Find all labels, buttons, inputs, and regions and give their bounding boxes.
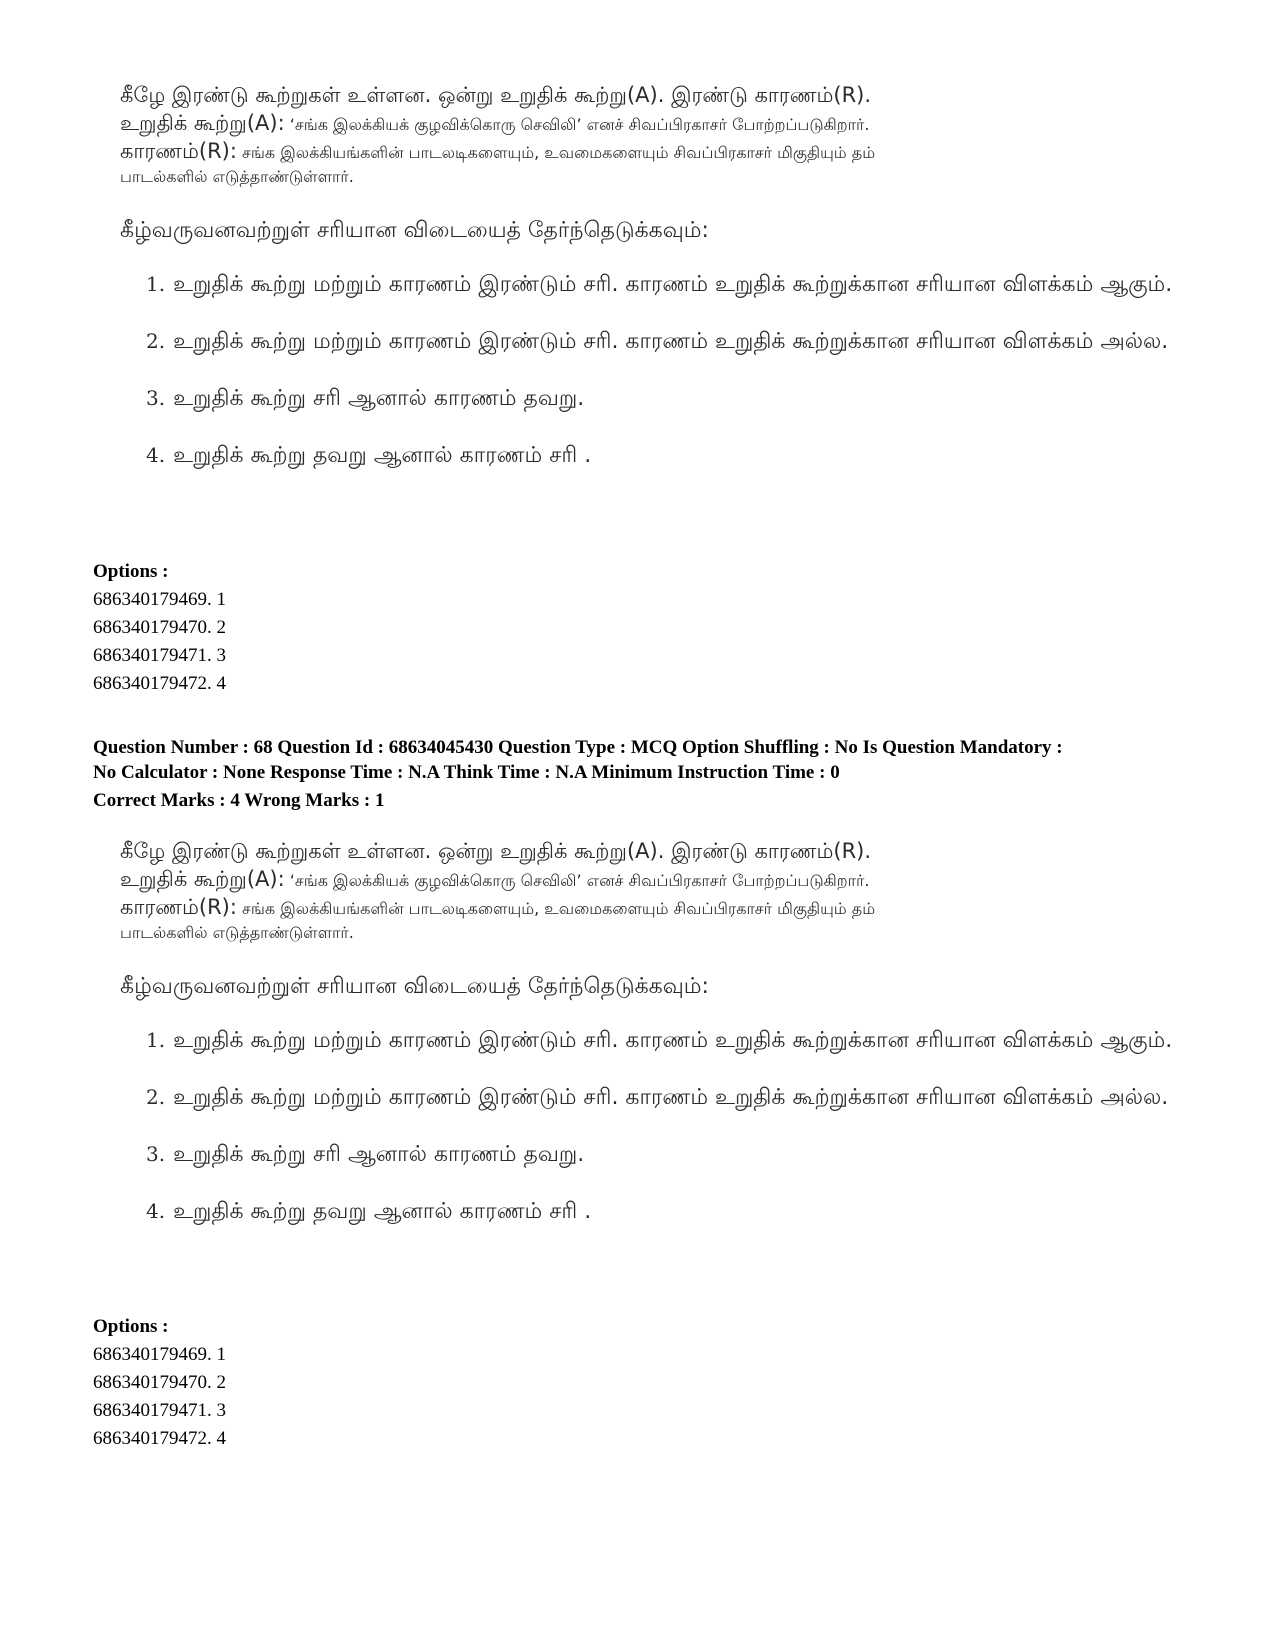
option-id-row: 686340179469. 1	[93, 1344, 226, 1365]
choice-text: உறுதிக் கூற்று மற்றும் காரணம் இரண்டும் சரி. காரணம் உறுதிக் கூற்றுக்கான சரியான விளக்கம் ஆகும்.	[173, 1028, 1173, 1053]
choice-item	[120, 1024, 1200, 1057]
meta-line-2: No Calculator : None Response Time : N.A Think Time : N.A Minimum Instruction Time : 0	[93, 762, 840, 783]
question-instruction: கீழ்வருவனவற்றுள் சரியான விடையைத் தேர்ந்தெடுக்கவும்:	[120, 218, 709, 243]
choice-number: 4.	[146, 1199, 166, 1223]
option-id-row: 686340179471. 3	[93, 1400, 226, 1421]
reason-line	[120, 894, 1200, 922]
choice-item	[120, 1081, 1200, 1114]
choice-number: 1.	[146, 1028, 166, 1052]
choice-number: 3.	[146, 1142, 166, 1166]
reason-text-cont: பாடல்களில் எடுத்தாண்டுள்ளார்.	[120, 167, 354, 186]
assertion-label: உறுதிக் கூற்று(A):	[120, 111, 285, 135]
choice-item	[120, 439, 1200, 472]
choice-number: 4.	[146, 443, 166, 467]
choice-item	[120, 268, 1200, 301]
choice-item	[120, 382, 1200, 415]
choice-text: உறுதிக் கூற்று தவறு ஆனால் காரணம் சரி .	[173, 1199, 592, 1224]
options-label: Options :	[93, 1316, 169, 1337]
choice-text: உறுதிக் கூற்று சரி ஆனால் காரணம் தவறு.	[173, 386, 585, 411]
choice-number: 1.	[146, 272, 166, 296]
question-image-1	[120, 80, 1200, 496]
assertion-text: ‘சங்க இலக்கியக் குழவிக்கொரு செவிலி’ எனச் சிவப்பிரகாசர் போற்றப்படுகிறார்.	[284, 871, 870, 890]
choice-number: 2.	[146, 1085, 166, 1109]
option-id-row: 686340179472. 4	[93, 1428, 226, 1449]
choice-list	[120, 268, 1200, 472]
question-instruction: கீழ்வருவனவற்றுள் சரியான விடையைத் தேர்ந்தெடுக்கவும்:	[120, 974, 709, 999]
choice-text: உறுதிக் கூற்று தவறு ஆனால் காரணம் சரி .	[173, 443, 592, 468]
option-id-row: 686340179470. 2	[93, 1372, 226, 1393]
question-image-2	[120, 836, 1200, 1252]
reason-text: சங்க இலக்கியங்களின் பாடலடிகளையும், உவமைகளையும் சிவப்பிரகாசர் மிகுதியும் தம்	[236, 899, 876, 918]
reason-label: காரணம்(R):	[120, 139, 237, 163]
question-intro: கீழே இரண்டு கூற்றுகள் உள்ளன. ஒன்று உறுதிக் கூற்று(A). இரண்டு காரணம்(R).	[120, 839, 872, 863]
option-id-row: 686340179471. 3	[93, 645, 226, 666]
options-block-1	[93, 558, 226, 698]
meta-line-1: Question Number : 68 Question Id : 68634045430 Question Type : MCQ Option Shuffling : No Is Question Mandatory :	[93, 737, 1063, 758]
assertion-label: உறுதிக் கூற்று(A):	[120, 867, 285, 891]
question-meta	[93, 735, 1193, 813]
choice-number: 2.	[146, 329, 166, 353]
choice-item	[120, 1195, 1200, 1228]
choice-list	[120, 1024, 1200, 1228]
assertion-line	[120, 866, 1200, 894]
reason-text: சங்க இலக்கியங்களின் பாடலடிகளையும், உவமைகளையும் சிவப்பிரகாசர் மிகுதியும் தம்	[236, 143, 876, 162]
choice-text: உறுதிக் கூற்று மற்றும் காரணம் இரண்டும் சரி. காரணம் உறுதிக் கூற்றுக்கான சரியான விளக்கம் அல்ல.	[173, 329, 1169, 354]
marks-line: Correct Marks : 4 Wrong Marks : 1	[93, 790, 385, 811]
options-block-2	[93, 1313, 226, 1453]
reason-label: காரணம்(R):	[120, 895, 237, 919]
reason-line	[120, 138, 1200, 166]
options-label: Options :	[93, 561, 169, 582]
option-id-row: 686340179469. 1	[93, 589, 226, 610]
option-id-row: 686340179470. 2	[93, 617, 226, 638]
assertion-text: ‘சங்க இலக்கியக் குழவிக்கொரு செவிலி’ எனச் சிவப்பிரகாசர் போற்றப்படுகிறார்.	[284, 115, 870, 134]
option-id-row: 686340179472. 4	[93, 673, 226, 694]
assertion-line	[120, 110, 1200, 138]
reason-text-cont: பாடல்களில் எடுத்தாண்டுள்ளார்.	[120, 923, 354, 942]
choice-number: 3.	[146, 386, 166, 410]
choice-text: உறுதிக் கூற்று மற்றும் காரணம் இரண்டும் சரி. காரணம் உறுதிக் கூற்றுக்கான சரியான விளக்கம் ஆகும்.	[173, 272, 1173, 297]
choice-item	[120, 325, 1200, 358]
choice-item	[120, 1138, 1200, 1171]
choice-text: உறுதிக் கூற்று மற்றும் காரணம் இரண்டும் சரி. காரணம் உறுதிக் கூற்றுக்கான சரியான விளக்கம் அல்ல.	[173, 1085, 1169, 1110]
question-intro: கீழே இரண்டு கூற்றுகள் உள்ளன. ஒன்று உறுதிக் கூற்று(A). இரண்டு காரணம்(R).	[120, 83, 872, 107]
choice-text: உறுதிக் கூற்று சரி ஆனால் காரணம் தவறு.	[173, 1142, 585, 1167]
